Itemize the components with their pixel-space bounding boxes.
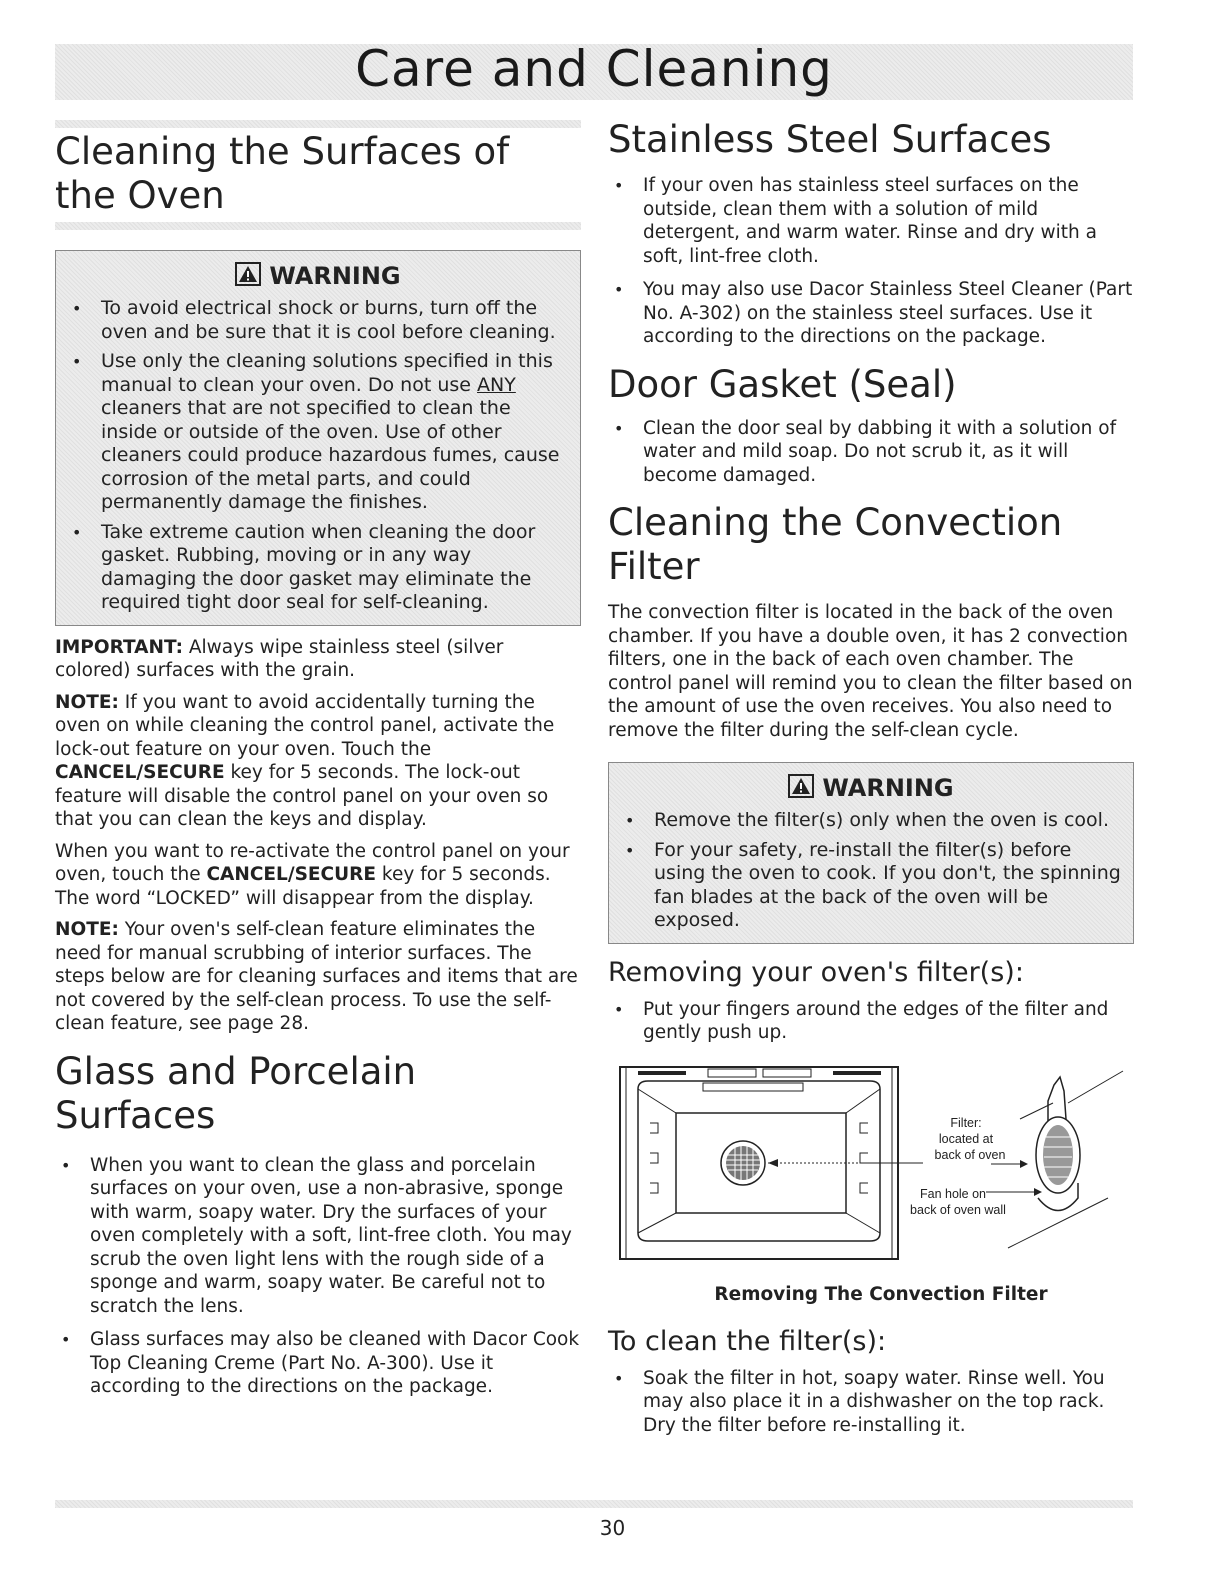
warning-item: • For your safety, re-install the filter(s) before using the oven to cook. If you don't, the spinning fan blades at the back of the oven will be exposed. <box>619 839 1123 933</box>
warning-text: Use only the cleaning solutions specified in this manual to clean your oven. Do not use <box>101 350 553 396</box>
note-text: key for 5 seconds. The lock-out feature will disable the control panel on your oven so that you can clean the keys and display. <box>55 762 549 830</box>
filter-paragraph: The convection filter is located in the back of the oven chamber. If you have a double oven, it has 2 convection filters, one in the back of each oven chamber. The control panel will remind you to clean the filter based on the amount of use the oven receives. You also need to remove the filter during the self-clean cycle. <box>608 602 1133 741</box>
section-title-stainless: Stainless Steel Surfaces <box>608 118 1052 161</box>
warning-box <box>608 762 1134 944</box>
warning-box <box>55 250 581 626</box>
list-item: • You may also use Dacor Stainless Steel Cleaner (Part No. A-302) on the stainless steel surfaces. Use it according to the directions on the package. <box>608 278 1134 349</box>
warning-emphasis: ANY <box>477 373 516 396</box>
warning-text: cleaners that are not specified to clean the inside or outside of the oven. Use of other cleaners could produce hazardous fumes, cause corrosion of the metal parts, and could permanently damage the finishes. <box>101 397 560 513</box>
list-item: • Clean the door seal by dabbing it with a solution of water and mild soap. Do not scrub it, as it will become damaged. <box>608 417 1134 488</box>
filter-diagram <box>608 1063 1134 1278</box>
section-title-gasket: Door Gasket (Seal) <box>608 362 957 406</box>
warning-label: WARNING <box>822 774 954 802</box>
header-banner <box>55 40 1133 100</box>
warning-item <box>66 350 570 515</box>
section-title-filter: Cleaning the Convection Filter <box>608 501 1063 588</box>
subsection-title-removing: Removing your oven's filter(s): <box>608 956 1024 988</box>
list-item: • When you want to clean the glass and porcelain surfaces on your oven, use a non-abrasive, sponge with warm, soapy water. Dry the surfaces of your oven completely with a soft, lint-free cloth. You may scrub the oven light lens with the rough side of a sponge and warm, soapy water. Be careful not to scratch the lens. <box>55 1154 581 1319</box>
warning-icon <box>788 774 814 798</box>
label-line: located at <box>938 1131 994 1146</box>
fan-hole-label <box>898 1186 1018 1218</box>
warning-heading <box>66 259 570 293</box>
note-text: Your oven's self-clean feature eliminates the need for manual scrubbing of interior surfaces. The steps below are for cleaning surfaces and items that are not covered by the self-clean process. To use the self-clean feature, see page 28. <box>55 919 578 1034</box>
paragraph-text: key for 5 seconds. The word “LOCKED” will disappear from the display. <box>55 864 551 909</box>
section-rule <box>55 120 581 128</box>
important-text: Always wipe stainless steel (silver colored) surfaces with the grain. <box>55 636 504 681</box>
warning-icon <box>235 262 261 286</box>
page-title: Care and Cleaning <box>355 40 833 98</box>
note-text: If you want to avoid accidentally turning the oven on while cleaning the control panel, activate the lock-out feature on your oven. Touch the <box>55 691 555 760</box>
note-label: NOTE: <box>55 691 119 713</box>
warning-item: • Take extreme caution when cleaning the door gasket. Rubbing, moving or in any way damaging the door gasket may eliminate the required tight door seal for self-cleaning. <box>66 521 570 615</box>
list-item: • Put your fingers around the edges of the filter and gently push up. <box>608 998 1134 1045</box>
warning-item: • Remove the filter(s) only when the oven is cool. <box>619 809 1123 833</box>
note-label: NOTE: <box>55 919 119 940</box>
filter-label <box>926 1115 1006 1163</box>
note-paragraph <box>55 691 581 832</box>
note-paragraph <box>55 918 581 1036</box>
warning-item: • To avoid electrical shock or burns, turn off the oven and be sure that it is cool before cleaning. <box>66 297 570 344</box>
reactivate-paragraph <box>55 840 581 911</box>
page-number: 30 <box>599 1516 626 1540</box>
important-label: IMPORTANT: <box>55 636 183 658</box>
list-item: • Glass surfaces may also be cleaned with Dacor Cook Top Cleaning Creme (Part No. A-300). Use it according to the directions on the package. <box>55 1328 581 1399</box>
section-title-surfaces: Cleaning the Surfaces of the Oven <box>55 130 510 217</box>
list-item: • Soak the filter in hot, soapy water. Rinse well. You may also place it in a dishwasher on the top rack. Dry the filter before re-installing it. <box>608 1367 1134 1438</box>
subsection-title-clean: To clean the filter(s): <box>608 1325 887 1357</box>
key-name: CANCEL/SECURE <box>206 864 377 885</box>
label-line: back of oven wall <box>910 1202 1006 1217</box>
list-item: • If your oven has stainless steel surfaces on the outside, clean them with a solution of mild detergent, and warm water. Rinse and dry with a soft, lint-free cloth. <box>608 174 1134 268</box>
left-column <box>55 120 581 1399</box>
warning-heading <box>619 771 1123 805</box>
oven-illustration <box>608 1063 1134 1263</box>
label-line: Filter: <box>950 1115 982 1130</box>
label-line: Fan hole on <box>919 1186 987 1201</box>
section-title-glass: Glass and Porcelain Surfaces <box>55 1049 417 1137</box>
section-rule <box>55 222 581 230</box>
right-column <box>608 118 1134 1437</box>
footer-rule <box>55 1500 1133 1508</box>
label-line: back of oven <box>934 1147 1006 1162</box>
figure-caption: Removing The Convection Filter <box>714 1283 1048 1305</box>
paragraph-text: When you want to re-activate the control panel on your oven, touch the <box>55 840 570 885</box>
key-name: CANCEL/SECURE <box>55 762 225 783</box>
warning-label: WARNING <box>269 262 401 290</box>
important-paragraph <box>55 636 581 683</box>
